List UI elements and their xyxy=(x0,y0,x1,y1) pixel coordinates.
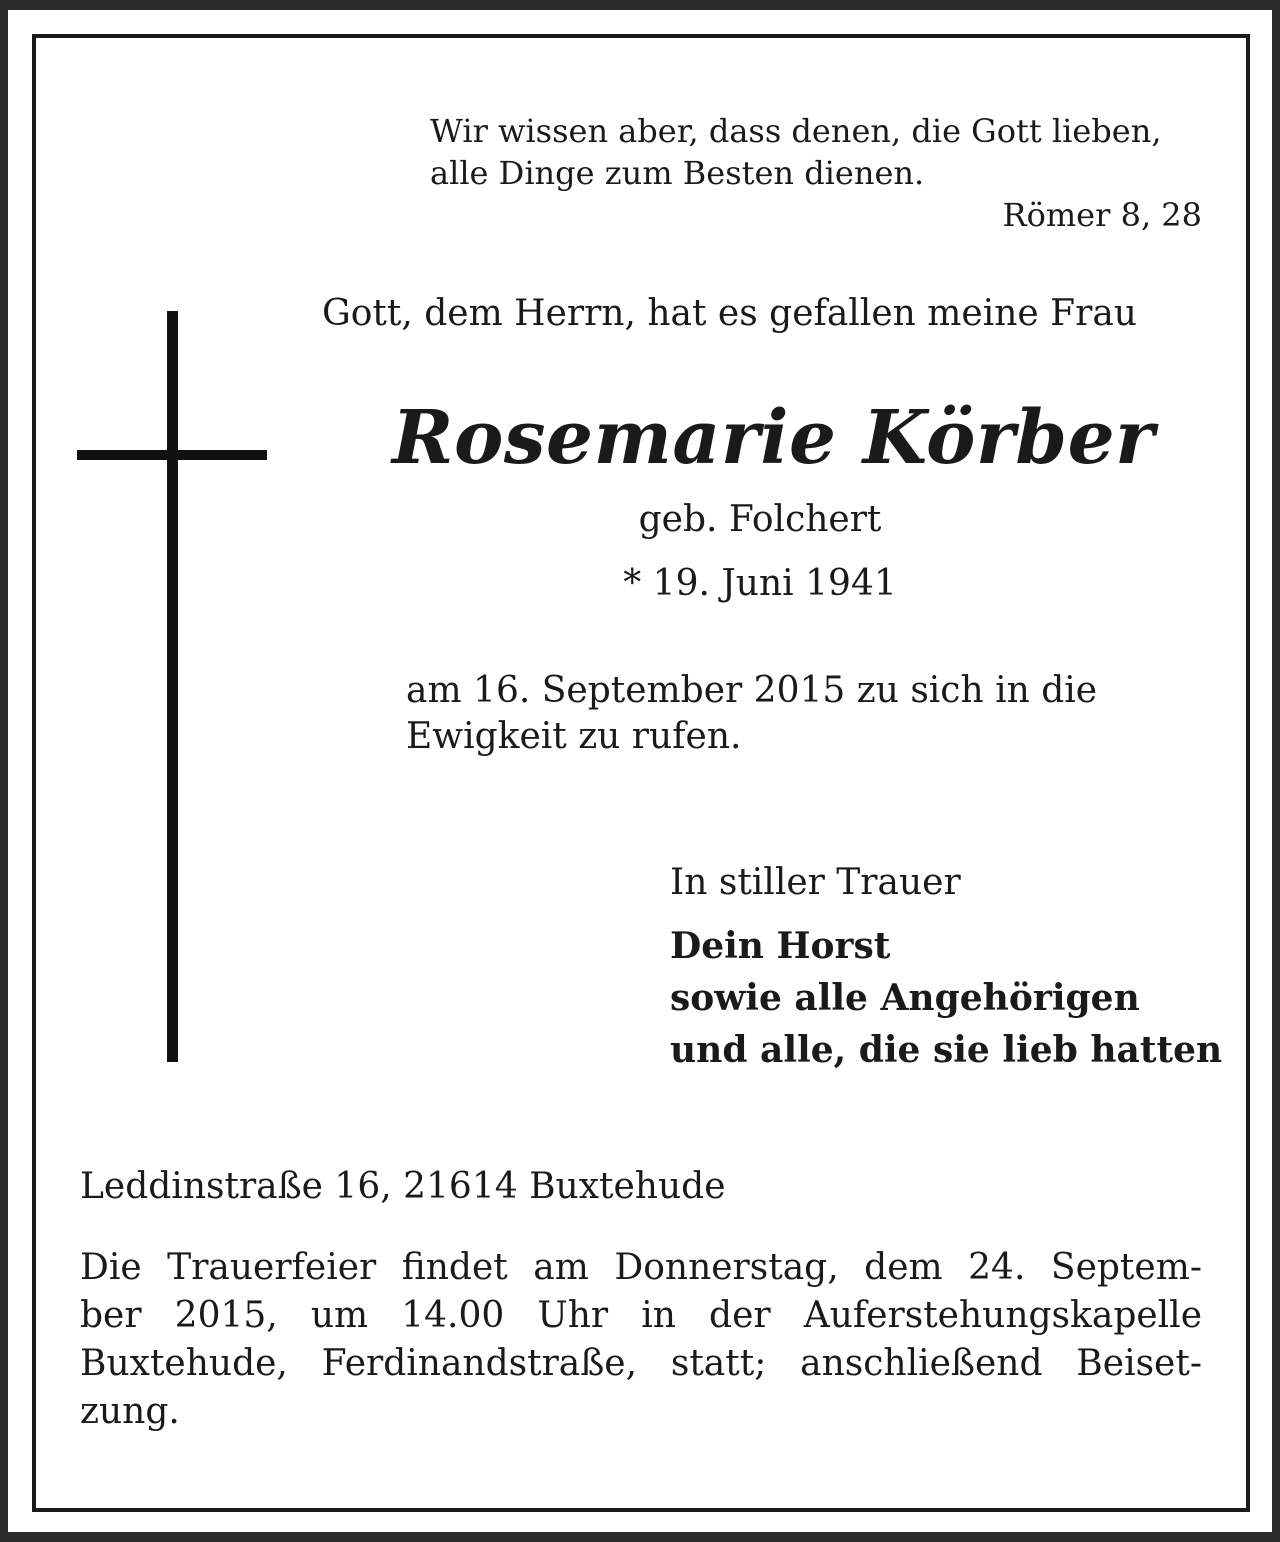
cross-vertical-bar xyxy=(167,311,178,1062)
mourner: und alle, die sie lieb hatten xyxy=(670,1029,1223,1071)
bible-verse xyxy=(430,110,1220,194)
mourner: Dein Horst xyxy=(670,925,891,967)
birth-date: * 19. Juni 1941 xyxy=(623,563,897,604)
mourners-list xyxy=(670,920,1222,1076)
verse-line: alle Dinge zum Besten dienen. xyxy=(430,154,925,192)
maiden-name: geb. Folchert xyxy=(638,499,882,540)
cross-horizontal-bar xyxy=(77,450,267,460)
funeral-line: ber 2015, um 14.00 Uhr in der Auferstehungskapelle xyxy=(80,1295,1202,1336)
funeral-info xyxy=(80,1244,1202,1436)
funeral-line: Die Trauerfeier findet am Donnerstag, dem 24. Septem- xyxy=(80,1247,1202,1288)
death-notice xyxy=(406,668,1186,760)
mourner: sowie alle Angehörigen xyxy=(670,977,1140,1019)
verse-line: Wir wissen aber, dass denen, die Gott lieben, xyxy=(430,112,1162,150)
death-line: am 16. September 2015 zu sich in die xyxy=(406,670,1098,711)
verse-reference: Römer 8, 28 xyxy=(1002,196,1202,234)
mourning-intro: In stiller Trauer xyxy=(670,862,961,903)
address: Leddinstraße 16, 21614 Buxtehude xyxy=(80,1166,726,1207)
funeral-line: Buxtehude, Ferdinandstraße, statt; anschließend Beiset- xyxy=(80,1343,1202,1384)
funeral-line: zung. xyxy=(80,1391,180,1432)
death-line: Ewigkeit zu rufen. xyxy=(406,716,742,757)
deceased-name: Rosemarie Körber xyxy=(392,395,1155,481)
intro-text: Gott, dem Herrn, hat es gefallen meine Frau xyxy=(322,293,1137,334)
